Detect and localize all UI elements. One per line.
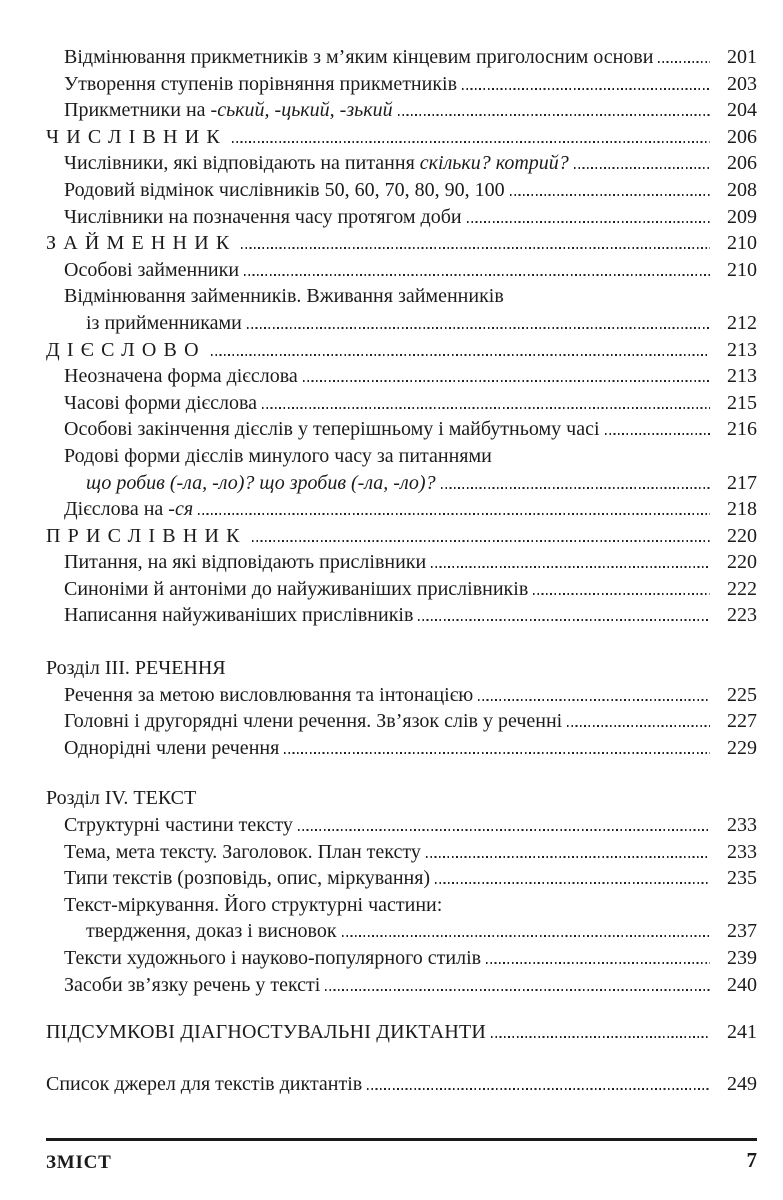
leader-dots: [284, 752, 710, 754]
toc-title-segment: Числівники, які відповідають на питання: [64, 152, 420, 175]
toc-entry-page-number: 213: [727, 338, 757, 361]
toc-title-segment: Числівники на позначення часу протягом доби: [64, 205, 462, 228]
toc-section-parts-of-speech: [46, 44, 757, 629]
toc-entry-title: [46, 655, 226, 682]
toc-entry-title: [46, 1071, 362, 1098]
leader-dots: [418, 619, 710, 621]
toc-entry-title: [64, 682, 473, 709]
toc-entry-title: [64, 602, 413, 629]
toc-entry-title: [64, 945, 481, 972]
toc-entry-page-number: 241: [727, 1021, 757, 1044]
leader-dots: [533, 593, 710, 595]
toc-entry: [46, 177, 757, 204]
toc-entry: [46, 71, 757, 98]
toc-entry-page-number: 227: [727, 710, 757, 733]
toc-entry-title: [86, 470, 436, 497]
toc-entry: [46, 416, 757, 443]
toc-part-heading: [46, 523, 757, 550]
toc-entry: [46, 945, 757, 972]
toc-entry-title: [46, 337, 206, 364]
toc-entry-page-number: 201: [727, 46, 757, 68]
toc-section-rozdil-4-tekst: [46, 785, 757, 998]
toc-entry-title: [64, 708, 562, 735]
toc-entry-page-number: 203: [727, 72, 757, 95]
leader-dots: [431, 566, 710, 568]
toc-entry: [46, 549, 757, 576]
toc-title-segment: Питання, на які відповідають прислівники: [64, 551, 427, 574]
toc-entry: [46, 576, 757, 603]
toc-title-segment: Синоніми й антоніми до найуживаніших прислівників: [64, 577, 529, 600]
toc-entry: [46, 443, 757, 470]
toc-entry-page-number: 240: [727, 973, 757, 996]
toc-entry: [46, 735, 757, 762]
toc-title-segment: Дієслова на: [64, 498, 169, 521]
toc-title-segment: Написання найуживаніших прислівників: [64, 604, 414, 627]
leader-dots: [567, 725, 710, 727]
toc-entry-title: [46, 785, 196, 812]
toc-entry: [46, 204, 757, 231]
toc-title-segment: із прийменниками: [86, 311, 242, 334]
toc-chapter-heading: [46, 655, 757, 682]
toc-entry-page-number: 235: [727, 867, 757, 890]
toc-entry: [46, 839, 757, 866]
toc-entry-page-number: 229: [727, 736, 757, 759]
footer-page-number: 7: [746, 1148, 757, 1172]
toc-title-segment: ПІДСУМКОВІ ДІАГНОСТУВАЛЬНІ ДИКТАНТИ: [46, 1021, 487, 1044]
toc-entry-title: [46, 124, 227, 151]
leader-dots: [478, 699, 710, 701]
toc-entry-page-number: 212: [727, 311, 757, 334]
toc-entry: [46, 97, 757, 124]
leader-dots: [198, 513, 710, 515]
toc-title-segment: Родовий відмінок числівників 50, 60, 70, 80, 90, 100: [64, 178, 505, 201]
leader-dots: [211, 354, 710, 356]
toc-title-segment: Тексти художнього і науково-популярного стилів: [64, 947, 482, 969]
toc-entry-title: [64, 150, 569, 177]
toc-entry-title: [64, 97, 393, 124]
toc-entry-title: [64, 71, 457, 98]
toc-title-segment: Утворення ступенів порівняння прикметників: [64, 72, 458, 95]
toc-entry-title: [64, 257, 239, 284]
leader-dots: [367, 1088, 710, 1090]
toc-entry: [46, 150, 757, 177]
toc-title-segment: Неозначена форма дієслова: [64, 365, 298, 388]
toc-section-rozdil-3-rechennia: [46, 655, 757, 761]
toc-entry-title: [86, 918, 337, 945]
toc-entry-title: [64, 972, 320, 999]
toc-part-heading: [46, 124, 757, 151]
toc-entry-title: [64, 735, 279, 762]
toc-section-spysok-dzherel: [46, 1071, 757, 1098]
toc-title-segment: Розділ IV. ТЕКСТ: [46, 787, 197, 810]
footer-rule: [46, 1138, 757, 1141]
toc-entry-page-number: 218: [727, 498, 757, 521]
leader-dots: [605, 433, 711, 435]
leader-dots: [252, 540, 710, 542]
toc-entry-page-number: 233: [727, 814, 757, 837]
toc-title-segment: Список джерел для текстів диктантів: [46, 1072, 363, 1095]
leader-dots: [247, 327, 710, 329]
table-of-contents: [46, 44, 757, 1097]
toc-title-segment: Головні і другорядні члени речення. Зв’язок слів у реченні: [64, 710, 563, 733]
toc-entry-title: [64, 839, 421, 866]
toc-entry: [46, 390, 757, 417]
toc-entry-title: [64, 204, 462, 231]
toc-entry-page-number: 213: [727, 365, 757, 388]
leader-dots: [574, 167, 710, 169]
toc-entry-title: [46, 1019, 486, 1046]
toc-title-italic-segment: що робив (-ла, -ло)? що зробив (-ла, -ло)?: [86, 471, 436, 494]
toc-entry-page-number: 209: [727, 205, 757, 228]
leader-dots: [241, 247, 710, 249]
toc-entry-page-number: 239: [727, 947, 757, 969]
toc-title-segment: Прикметники на: [64, 99, 211, 122]
toc-entry-title: [64, 576, 528, 603]
toc-entry: [46, 602, 757, 629]
leader-dots: [486, 962, 710, 964]
toc-title-segment: твердження, доказ і висновок: [86, 920, 337, 943]
page-footer: [46, 1138, 757, 1174]
toc-entry-page-number: 206: [727, 152, 757, 175]
toc-title-segment: Розділ III. РЕЧЕННЯ: [46, 657, 226, 680]
toc-entry-title: [64, 283, 504, 310]
toc-entry-page-number: 225: [727, 683, 757, 706]
toc-entry: [46, 44, 757, 71]
toc-entry-title: [86, 310, 242, 337]
toc-entry-page-number: 223: [727, 604, 757, 627]
leader-dots: [244, 274, 710, 276]
footer-row: [46, 1148, 757, 1174]
toc-entry-title: [64, 443, 492, 470]
toc-entry-page-number: 220: [727, 551, 757, 574]
toc-section-pidsumkovi-dyktanty: [46, 1019, 757, 1046]
toc-part-heading: [46, 230, 757, 257]
leader-dots: [462, 88, 710, 90]
leader-dots: [467, 221, 710, 223]
toc-entry-page-number: 233: [727, 840, 757, 863]
toc-title-segment: ЧИСЛІВНИК: [46, 125, 227, 148]
toc-title-segment: Засоби зв’язку речень у тексті: [64, 973, 321, 996]
footer-section-label: ЗМІСТ: [46, 1152, 112, 1173]
toc-entry-page-number: 217: [727, 471, 757, 494]
toc-entry: [46, 972, 757, 999]
toc-entry-title: [46, 230, 236, 257]
toc-title-italic-segment: скільки? котрий?: [419, 152, 569, 175]
toc-title-segment: Типи текстів (розповідь, опис, міркування): [64, 867, 431, 890]
toc-entry: [46, 310, 757, 337]
toc-entry-title: [64, 363, 298, 390]
toc-title-segment: ДІЄСЛОВО: [46, 338, 206, 361]
toc-entry-page-number: 216: [727, 418, 757, 441]
toc-title-segment: Особові займенники: [64, 258, 240, 281]
toc-entry-page-number: 206: [727, 125, 757, 148]
toc-entry-title: [46, 523, 247, 550]
toc-entry: [46, 363, 757, 390]
leader-dots: [303, 380, 710, 382]
toc-entry-page-number: 222: [727, 577, 757, 600]
toc-title-segment: Особові закінчення дієслів у теперішньому і майбутньому часі: [64, 418, 600, 441]
toc-entry-title: [64, 44, 653, 71]
toc-entry: [46, 892, 757, 919]
toc-entry: [46, 470, 757, 497]
leader-dots: [325, 989, 710, 991]
toc-entry-page-number: 208: [727, 178, 757, 201]
leader-dots: [441, 487, 710, 489]
toc-part-heading: [46, 337, 757, 364]
toc-entry-page-number: 237: [727, 920, 757, 943]
toc-entry-title: [64, 865, 430, 892]
toc-title-segment: Відмінювання прикметників з м’яким кінцевим приголосним основи: [64, 46, 654, 68]
leader-dots: [342, 935, 710, 937]
toc-title-segment: Структурні частини тексту: [64, 814, 293, 837]
toc-title-segment: Родові форми дієслів минулого часу за питаннями: [64, 444, 492, 467]
leader-dots: [491, 1036, 710, 1038]
toc-entry-title: [64, 390, 257, 417]
toc-entry-title: [64, 812, 293, 839]
leader-dots: [426, 856, 710, 858]
toc-entry-page-number: 220: [727, 524, 757, 547]
toc-entry-page-number: 215: [727, 391, 757, 414]
toc-title-segment: ЗАЙМЕННИК: [46, 232, 237, 255]
toc-entry: [46, 918, 757, 945]
toc-entry-title: [64, 496, 193, 523]
toc-chapter-heading: [46, 785, 757, 812]
toc-entry: [46, 812, 757, 839]
toc-title-segment: Однорідні члени речення: [64, 736, 280, 759]
toc-entry-title: [64, 549, 426, 576]
leader-dots: [262, 407, 710, 409]
leader-dots: [298, 829, 710, 831]
toc-title-segment: Тема, мета тексту. Заголовок. План тексту: [64, 840, 421, 863]
toc-title-italic-segment: -ський, -цький, -зький: [210, 99, 393, 122]
toc-entry-page-number: 249: [727, 1072, 757, 1095]
leader-dots: [510, 194, 710, 196]
toc-entry: [46, 865, 757, 892]
toc-entry-page-number: 204: [727, 99, 757, 122]
toc-entry: [46, 283, 757, 310]
toc-entry: [46, 708, 757, 735]
toc-title-segment: Речення за метою висловлювання та інтонацією: [64, 683, 474, 706]
toc-entry-title: [64, 177, 505, 204]
leader-dots: [658, 61, 710, 63]
toc-title-segment: Часові форми дієслова: [64, 391, 257, 414]
toc-title-segment: ПРИСЛІВНИК: [46, 524, 247, 547]
toc-entry: [46, 1071, 757, 1098]
leader-dots: [398, 114, 710, 116]
toc-title-segment: Відмінювання займенників. Вживання займенників: [64, 285, 504, 308]
toc-entry: [46, 682, 757, 709]
toc-title-italic-segment: -ся: [168, 498, 194, 521]
leader-dots: [435, 882, 710, 884]
leader-dots: [232, 141, 710, 143]
toc-entry: [46, 257, 757, 284]
toc-entry: [46, 496, 757, 523]
toc-entry-title: [64, 892, 442, 919]
toc-caps-heading: [46, 1019, 757, 1046]
toc-entry-page-number: 210: [727, 232, 757, 255]
toc-entry-page-number: 210: [727, 258, 757, 281]
toc-entry-title: [64, 416, 600, 443]
toc-title-segment: Текст-міркування. Його структурні частини:: [64, 893, 443, 916]
